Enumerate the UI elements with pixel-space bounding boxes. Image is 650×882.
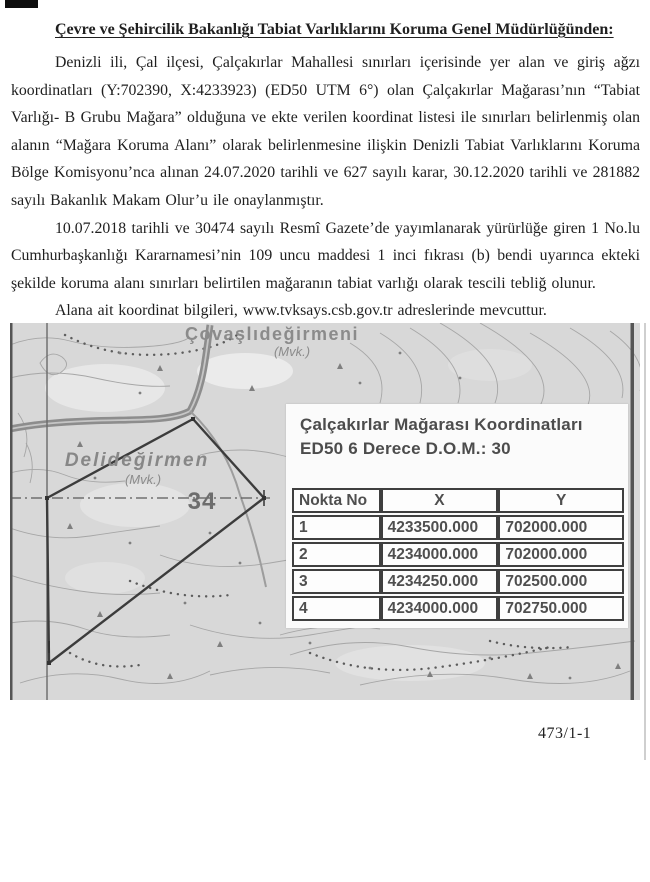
cell-y: 702000.000: [498, 515, 624, 540]
cell-point-no: 1: [292, 515, 381, 540]
coordinates-panel-title: [300, 413, 618, 461]
document-text-block: [11, 16, 640, 325]
map-parcel-number: 34: [187, 488, 217, 515]
body-paragraph-3: Alana ait koordinat bilgileri, www.tvksays.csb.gov.tr adreslerinde mevcuttur.: [55, 302, 547, 320]
coordinates-panel-title-line2: ED50 6 Derece D.O.M.: 30: [300, 439, 511, 458]
table-row: [292, 542, 624, 567]
cell-y: 702000.000: [498, 542, 624, 567]
table-row: [292, 515, 624, 540]
col-header-x: X: [381, 488, 499, 513]
map-label-delidegirmen-mvk: (Mvk.): [124, 472, 162, 487]
cell-y: 702750.000: [498, 596, 624, 621]
map-label-covaslidegirmeni: Çovaşlıdeğirmeni: [184, 324, 360, 344]
scan-page-edge-line: [644, 323, 646, 760]
cell-x: 4233500.000: [381, 515, 499, 540]
col-header-y: Y: [498, 488, 624, 513]
table-row: [292, 569, 624, 594]
document-title: Çevre ve Şehircilik Bakanlığı Tabiat Varlıklarını Koruma Genel Müdürlüğünden:: [55, 21, 614, 38]
cell-x: 4234250.000: [381, 569, 499, 594]
map-label-delidegirmen: Delideğirmen: [64, 450, 210, 471]
page-number: 473/1-1: [538, 725, 592, 742]
cell-x: 4234000.000: [381, 542, 499, 567]
map-label-covaslidegirmeni-mvk: (Mvk.): [273, 344, 311, 359]
coordinates-table: [292, 486, 624, 623]
body-paragraph-2: 10.07.2018 tarihli ve 30474 sayılı Resmî Gazete’de yayımlanarak yürürlüğe giren 1 No.lu Cumhurbaşkanlığı Kararnamesi’nin 109 uncu maddesi 1 inci fıkrası (b) bendi uyarınca ekteki şekilde koruma alanı sınırları belirtilen mağaranın tabiat varlığı olarak tescili tebliğ olunur.: [11, 219, 640, 292]
scan-artifact-bar: [5, 0, 38, 8]
map-figure: [10, 323, 640, 700]
cell-point-no: 4: [292, 596, 381, 621]
coordinates-panel: [286, 404, 628, 628]
cell-point-no: 2: [292, 542, 381, 567]
table-row: [292, 596, 624, 621]
body-paragraph-1: Denizli ili, Çal ilçesi, Çalçakırlar Mahallesi sınırları içerisinde yer alan ve giriş ağzı koordinatları (Y:702390, X:4233923) (ED50 UTM 6°) olan Çalçakırlar Mağarası’nın “Tabiat Varlığı- B Grubu Mağara” olduğuna ve ekte verilen koordinat listesi ile sınırları belirlenmiş olan alanın “Mağara Koruma Alanı” olarak belirlenmesine ilişkin Denizli Tabiat Varlıklarını Koruma Bölge Komisyonu’nca alınan 24.07.2020 tarihli ve 627 sayılı karar, 30.12.2020 tarihli ve 281882 sayılı Bakanlık Makam Olur’u ile onaylanmıştır.: [11, 54, 640, 209]
cell-y: 702500.000: [498, 569, 624, 594]
cell-point-no: 3: [292, 569, 381, 594]
col-header-nokta-no: Nokta No: [292, 488, 381, 513]
cell-x: 4234000.000: [381, 596, 499, 621]
coordinates-table-header-row: [292, 488, 624, 513]
coordinates-panel-title-line1: Çalçakırlar Mağarası Koordinatları: [300, 415, 583, 434]
